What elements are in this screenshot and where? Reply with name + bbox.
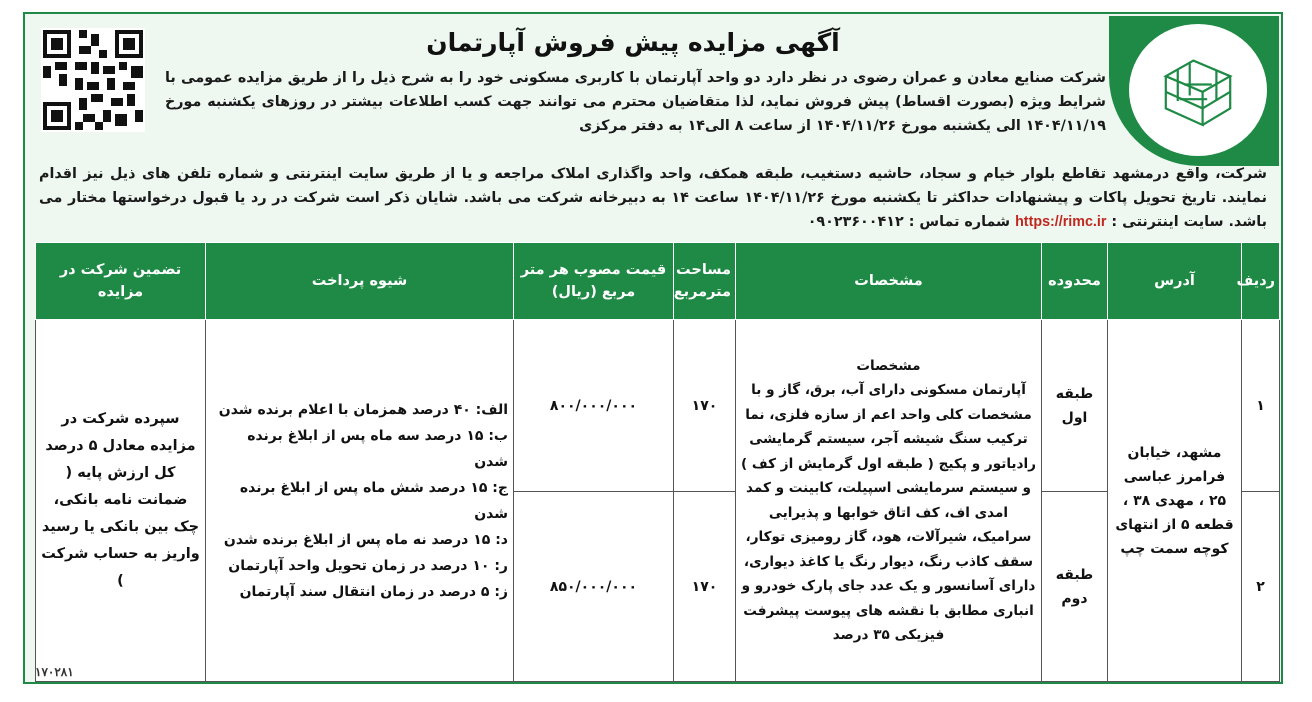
company-logo-icon [1129, 24, 1267, 156]
area-cell: ۱۷۰ [674, 320, 736, 492]
table-row [36, 320, 1280, 492]
header-price: قیمت مصوب هر متر مربع (ریال) [514, 243, 674, 320]
payment-line: الف: ۴۰ درصد همزمان با اعلام برنده شدن [218, 401, 508, 418]
guarantee-cell: سپرده شرکت در مزایده معادل ۵ درصد کل ارزش پایه ( ضمانت نامه بانکی، چک بین بانکی یا رسید واریز به حساب شرکت ) [36, 320, 206, 682]
tender-table [35, 242, 1280, 682]
intro-paragraph-bottom [39, 162, 1267, 234]
specs-cell [736, 320, 1042, 682]
header-payment: شیوه پرداخت [206, 243, 514, 320]
header-row-number: ردیف [1242, 243, 1280, 320]
logo-badge [1109, 16, 1279, 166]
specs-title: مشخصات [856, 357, 921, 374]
payment-line: ز: ۵ درصد در زمان انتقال سند آپارتمان [239, 583, 508, 600]
row-number: ۱ [1242, 320, 1280, 492]
price-cell: ۸۵۰/۰۰۰/۰۰۰ [514, 492, 674, 682]
ad-reference-code: ۱۷۰۲۸۱ [35, 665, 74, 679]
zone-cell: طبقه اول [1042, 320, 1108, 492]
address-cell: مشهد، خیابان فرامرز عباسی ۲۵ ، مهدی ۳۸ ، قطعه ۵ از انتهای کوچه سمت چپ [1108, 320, 1242, 682]
header-guarantee: تضمین شرکت در مزایده [36, 243, 206, 320]
payment-line: ج: ۱۵ درصد شش ماه پس از ابلاغ برنده شدن [239, 479, 508, 522]
table-header-row [36, 243, 1280, 320]
phone-label: شماره تماس : [908, 214, 1011, 230]
payment-line: د: ۱۵ درصد نه ماه پس از ابلاغ برنده شدن [223, 531, 508, 548]
header-area: مساحت مترمربع [674, 243, 736, 320]
payment-line: ر: ۱۰ درصد در زمان تحویل واحد آپارتمان [228, 557, 508, 574]
payment-line: ب: ۱۵ درصد سه ماه پس از ابلاغ برنده شدن [247, 427, 508, 470]
row-number: ۲ [1242, 492, 1280, 682]
ad-title: آگهی مزایده پیش فروش آپارتمان [426, 28, 840, 57]
price-cell: ۸۰۰/۰۰۰/۰۰۰ [514, 320, 674, 492]
header-specs: مشخصات [736, 243, 1042, 320]
phone-number: ۰۹۰۲۳۶۰۰۴۱۲ [807, 214, 904, 230]
zone-cell: طبقه دوم [1042, 492, 1108, 682]
payment-cell [206, 320, 514, 682]
area-cell: ۱۷۰ [674, 492, 736, 682]
intro-paragraph-top: شرکت صنایع معادن و عمران رضوی در نظر دارد دو واحد آپارتمان با کاربری مسکونی خود را به شرح ذیل را از طریق مزایده عمومی با شرایط ویژه (بصورت اقساط) پیش فروش نماید، لذا متقاضیان محترم می توانند جهت کسب اطلاعات بیشتر در روزهای یکشنبه مورخ ۱۴۰۴/۱۱/۱۹ الی یکشنبه مورخ ۱۴۰۴/۱۱/۲۶ از ساعت ۸ الی۱۴ به دفتر مرکزی [165, 70, 1106, 134]
header-zone: محدوده [1042, 243, 1108, 320]
qr-code-icon [41, 28, 145, 132]
intro-text-continued: شرکت، واقع درمشهد تقاطع بلوار خیام و سجاد، حاشیه دستغیب، طبقه همکف، واحد واگذاری املاک مراجعه و یا از طریق سایت اینترنتی و شماره تلفن های ذیل نیز اقدام نمایند. تاریخ تحویل پاکات و پیشنهادات حداکثر تا یکشنبه مورخ ۱۴۰۴/۱۱/۲۶ ساعت ۱۴ به دبیرخانه شرکت می باشد. شایان ذکر است شرکت در رد یا قبول درخواستها مختار می باشد. سایت اینترنتی : [39, 166, 1268, 230]
website-link[interactable]: https://rimc.ir [1015, 214, 1107, 230]
header-address: آدرس [1108, 243, 1242, 320]
specs-body: آپارتمان مسکونی دارای آب، برق، گاز و با مشخصات کلی واحد اعم از سازه فلزی، نما ترکیب سنگ شیشه آجر، سیستم گرمایشی رادیاتور و پکیج ( طبقه اول گرمایش از کف ) و سیستم سرمایشی اسپیلت، کابینت و کمد امدی اف، کف اتاق خوابها و پذیرایی سرامیک، شیرآلات، هود، گاز رومیزی توکار، سقف کاذب رنگ، دیوار رنگ یا کاغذ دیواری، دارای آسانسور و یک عدد جای پارک خودرو و انباری مطابق با نقشه های پیوست پیشرفت فیزیکی ۳۵ درصد [740, 382, 1036, 643]
ad-frame [23, 12, 1283, 684]
